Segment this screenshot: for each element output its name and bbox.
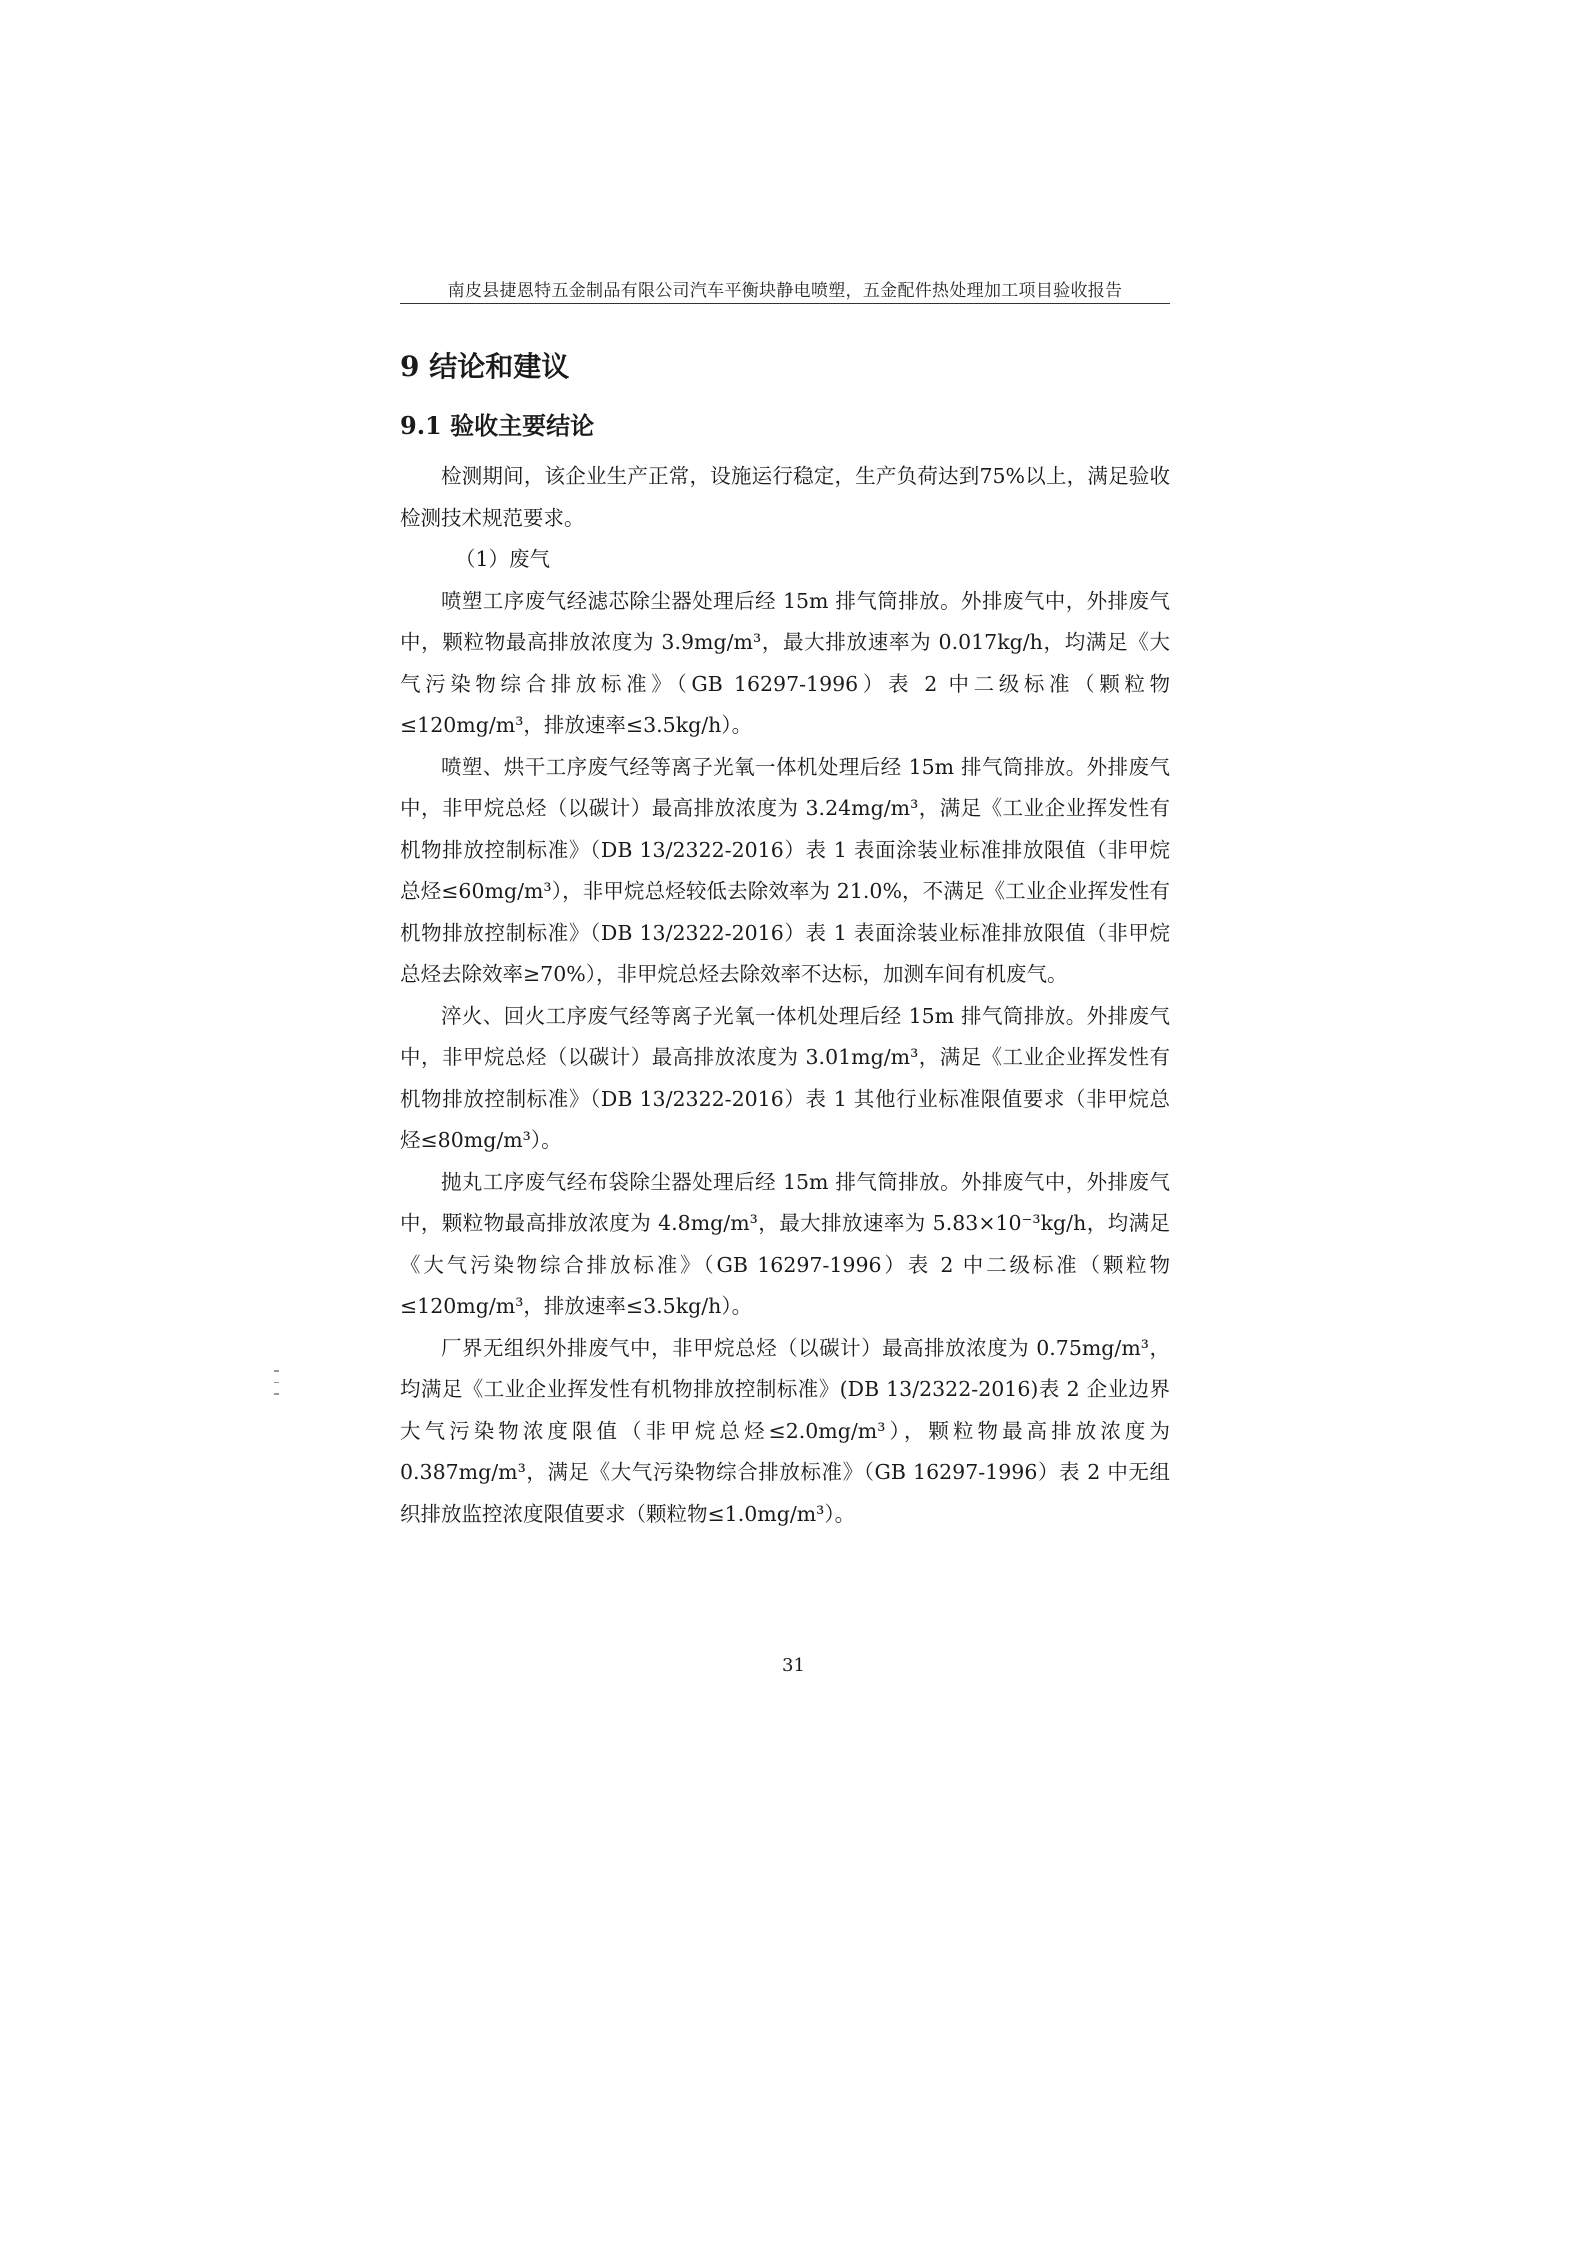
body-text	[400, 456, 1170, 1535]
paragraph: 检测期间，该企业生产正常，设施运行稳定，生产负荷达到75%以上，满足验收检测技术规范要求。	[400, 464, 1170, 530]
section-heading: 9.1 验收主要结论	[400, 411, 595, 440]
chapter-heading: 9 结论和建议	[400, 350, 570, 383]
header-rule	[400, 303, 1170, 304]
paragraph: 淬火、回火工序废气经等离子光氧一体机处理后经 15m 排气筒排放。外排废气中，非甲烷总烃（以碳计）最高排放浓度为 3.01mg/m³，满足《工业企业挥发性有机物排放控制标准》（DB 13/2322-2016）表 1 其他行业标准限值要求（非甲烷总烃≤80mg/m³）。	[400, 1003, 1170, 1152]
paragraph: 厂界无组织外排废气中，非甲烷总烃（以碳计）最高排放浓度为 0.75mg/m³，均满足《工业企业挥发性有机物排放控制标准》(DB 13/2322-2016)表 2 企业边界大气污染物浓度限值（非甲烷总烃≤2.0mg/m³），颗粒物最高排放浓度为 0.387mg/m³，满足《大气污染物综合排放标准》（GB 16297-1996）表 2 中无组织排放监控浓度限值要求（颗粒物≤1.0mg/m³）。	[400, 1335, 1170, 1526]
running-header: 南皮县捷恩特五金制品有限公司汽车平衡块静电喷塑，五金配件热处理加工项目验收报告	[447, 281, 1123, 301]
paragraph: 抛丸工序废气经布袋除尘器处理后经 15m 排气筒排放。外排废气中，外排废气中，颗粒物最高排放浓度为 4.8mg/m³，最大排放速率为 5.83×10⁻³kg/h，均满足《大气污染物综合排放标准》（GB 16297-1996）表 2 中二级标准（颗粒物≤120mg/m³，排放速率≤3.5kg/h）。	[400, 1169, 1170, 1318]
scan-artifact	[274, 1370, 280, 1410]
paragraph: 喷塑、烘干工序废气经等离子光氧一体机处理后经 15m 排气筒排放。外排废气中，非甲烷总烃（以碳计）最高排放浓度为 3.24mg/m³，满足《工业企业挥发性有机物排放控制标准》（DB 13/2322-2016）表 1 表面涂装业标准排放限值（非甲烷总烃≤60mg/m³），非甲烷总烃较低去除效率为 21.0%，不满足《工业企业挥发性有机物排放控制标准》（DB 13/2322-2016）表 1 表面涂装业标准排放限值（非甲烷总烃去除效率≥70%），非甲烷总烃去除效率不达标，加测车间有机废气。	[400, 754, 1170, 986]
paragraph: 喷塑工序废气经滤芯除尘器处理后经 15m 排气筒排放。外排废气中，外排废气中，颗粒物最高排放浓度为 3.9mg/m³，最大排放速率为 0.017kg/h，均满足《大气污染物综合排放标准》（GB 16297-1996）表 2 中二级标准（颗粒物≤120mg/m³，排放速率≤3.5kg/h）。	[400, 588, 1170, 737]
page-number: 31	[782, 1655, 805, 1676]
paragraph: （1）废气	[455, 547, 551, 571]
